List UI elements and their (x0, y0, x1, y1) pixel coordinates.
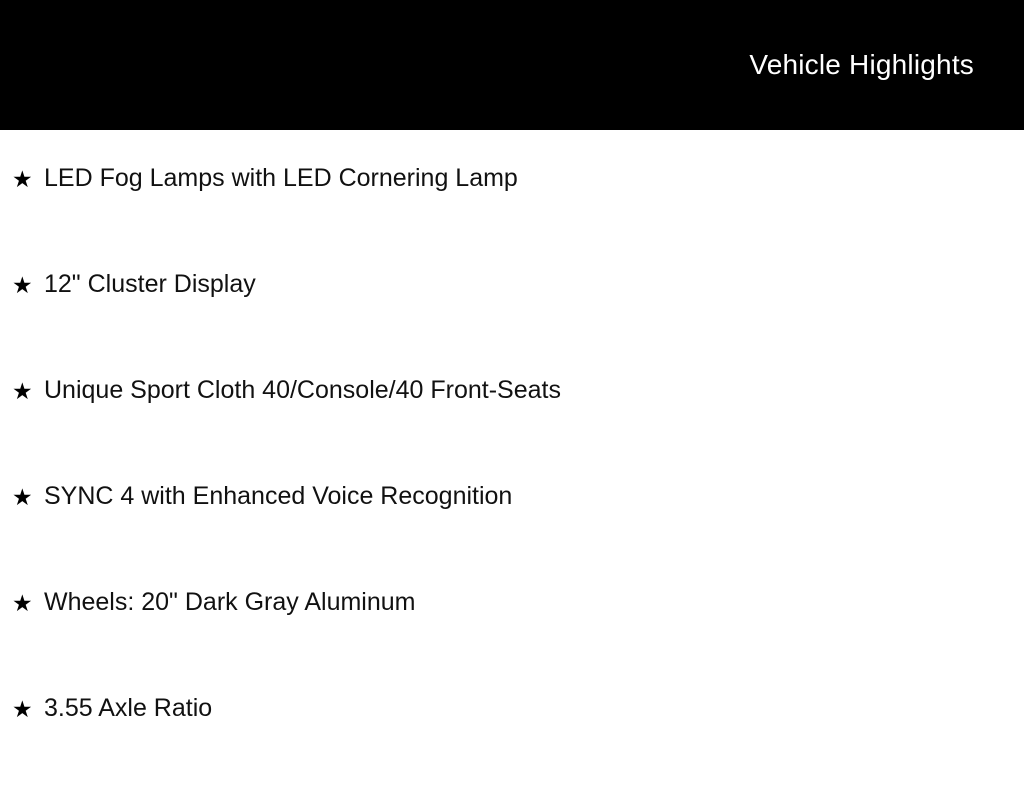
highlight-label: Unique Sport Cloth 40/Console/40 Front-Seats (44, 376, 561, 404)
list-item (0, 272, 1024, 378)
list-item (0, 484, 1024, 590)
header-bar (0, 0, 1024, 130)
star-bullet-icon: ★ (12, 272, 33, 298)
star-bullet-icon: ★ (12, 484, 33, 510)
list-item (0, 378, 1024, 484)
page-title: Vehicle Highlights (749, 49, 974, 80)
list-item (0, 696, 1024, 802)
highlight-label: Wheels: 20" Dark Gray Aluminum (44, 588, 416, 616)
vehicle-highlights-list (0, 130, 1024, 802)
highlight-label: SYNC 4 with Enhanced Voice Recognition (44, 482, 513, 510)
highlight-label: 3.55 Axle Ratio (44, 694, 213, 722)
star-bullet-icon: ★ (12, 166, 33, 192)
star-bullet-icon: ★ (12, 590, 33, 616)
highlight-label: LED Fog Lamps with LED Cornering Lamp (44, 164, 518, 192)
star-bullet-icon: ★ (12, 696, 33, 722)
list-item (0, 590, 1024, 696)
list-item (0, 166, 1024, 272)
star-bullet-icon: ★ (12, 378, 33, 404)
highlight-label: 12" Cluster Display (44, 270, 256, 298)
